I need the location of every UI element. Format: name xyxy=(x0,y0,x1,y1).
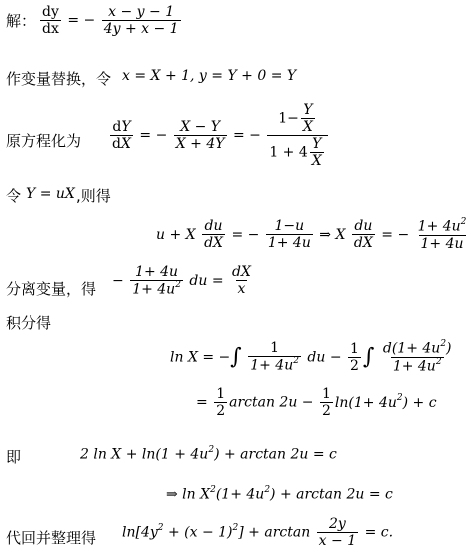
namely-label: 即 xyxy=(6,448,22,466)
equation-2: $\frac{dY}{dX}$ = − $\frac{X - Y}{X + 4Y}$ = − 1− $\frac{Y}{X}$ 1 + 4 $\frac{Y}{X}$ xyxy=(108,102,330,169)
equation-1: $\frac{dy}{dx}$ = − $\frac{x - y - 1}{4y + x - 1}$ xyxy=(42,4,179,38)
solution-label: 解： xyxy=(6,12,37,30)
equation-7: 2 $\ln X + \ln(1 + 4u^2) + \arctan 2u = c$ xyxy=(80,445,337,463)
original-label: 原方程化为 xyxy=(6,132,82,150)
back-substitute-label: 代回并整理得 xyxy=(6,529,97,547)
equation-6: = $\frac{1}{2}$ arctan 2u − $\frac{1}{2}$ $\ln(1+ 4u^2) + c$ xyxy=(196,386,437,420)
equation-3: u + X $\frac{du}{dX}$ = − $\frac{1-u}{1+ 4u}$ ⇒ X $\frac{du}{dX}$ = − $\frac{1+ 4u^2}{1+ 4u}$ xyxy=(156,217,467,252)
substitution-expr: x = X + 1, y = Y + 0 = Y xyxy=(122,68,297,84)
let-expr: Y = uX xyxy=(26,186,75,202)
integrate-label: 积分得 xyxy=(6,314,52,332)
equation-5: ln X = −∫ $\frac{1}{1+ 4u^2}$ du − $\frac{1}{2}$ ∫ $\frac{d(1+ 4u^2)}{1+ 4u^2}$ xyxy=(170,339,452,375)
equation-final: $\ln[4y^2 + (x - 1)^2] + \arctan$ $\frac{2y}{x - 1}$ = c. xyxy=(122,516,394,550)
then-label: ,则得 xyxy=(76,187,111,205)
let-label: 令 xyxy=(6,187,22,205)
separate-label: 分离变量，得 xyxy=(6,280,97,298)
equation-4: − $\frac{1+ 4u}{1+ 4u^2}$ du = $\frac{dX}{x}$ xyxy=(112,264,251,298)
equation-8: ⇒ $\ln X^2(1+ 4u^2) + \arctan 2u = c$ xyxy=(166,485,393,503)
substitution-label: 作变量替换，令 xyxy=(6,70,112,88)
